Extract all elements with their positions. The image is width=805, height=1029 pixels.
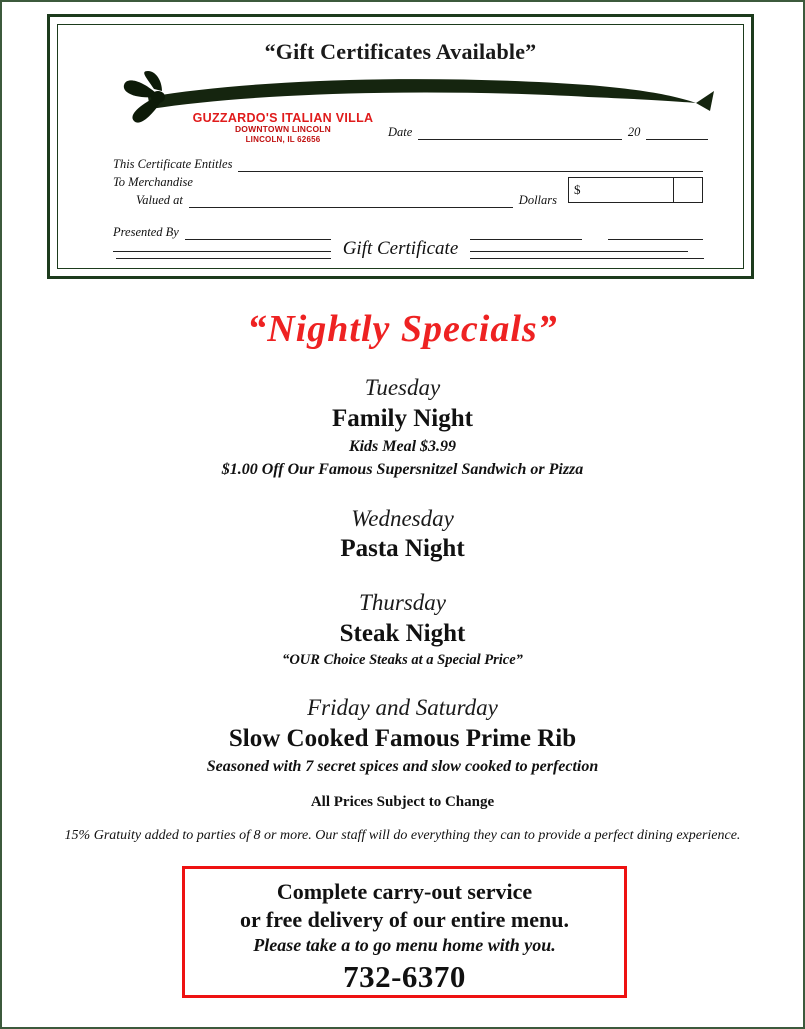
special-day: Friday and Saturday: [307, 695, 498, 721]
carryout-line-1: Complete carry-out service: [276, 879, 533, 904]
special-item: [2, 589, 803, 671]
gift-certificate-title: “Gift Certificates Available”: [264, 39, 537, 64]
special-name: Steak Night: [339, 619, 466, 647]
carryout-line-3: Please take a to go menu home with you.: [253, 935, 556, 955]
special-name: Pasta Night: [340, 535, 465, 563]
special-detail: Seasoned with 7 secret spices and slow cooked to perfection: [206, 758, 599, 776]
gift-certificate-footer: [58, 238, 743, 260]
dollars-label: Dollars: [518, 193, 557, 207]
menu-notes: [2, 794, 803, 844]
price-change-notice: All Prices Subject to Change: [310, 794, 495, 810]
date-label: Date: [388, 125, 413, 139]
restaurant-brand: [158, 111, 408, 144]
date-write-line[interactable]: [418, 138, 622, 140]
date-row: [388, 125, 708, 140]
cents-divider: [673, 178, 674, 202]
gift-certificate-footer-text: Gift Certificate: [331, 238, 471, 259]
dollar-sign: $: [574, 182, 581, 197]
special-item: [2, 505, 803, 566]
gift-certificate-inner-frame: [57, 24, 744, 269]
special-day: Wednesday: [351, 505, 454, 531]
valued-at-write-line[interactable]: [189, 206, 513, 208]
carryout-callout-box: [182, 866, 627, 998]
brand-address-line: LINCOLN, IL 62656: [245, 135, 321, 145]
special-item: [2, 694, 803, 778]
nightly-specials-heading: “Nightly Specials”: [247, 308, 558, 350]
carryout-line-2: or free delivery of our entire menu.: [240, 906, 569, 932]
gratuity-notice: 15% Gratuity added to parties of 8 or more. Our staff will do everything they can to provide a perfect dining experience.: [64, 828, 741, 843]
special-day: Tuesday: [364, 375, 441, 400]
special-item: [2, 374, 803, 482]
special-detail: Kids Meal $3.99: [348, 438, 457, 456]
entitles-write-line[interactable]: [238, 170, 703, 172]
presented-by-label: Presented By: [113, 225, 179, 239]
gift-certificate: [47, 14, 754, 279]
brand-city-line: DOWNTOWN LINCOLN: [234, 124, 332, 135]
entitles-label: This Certificate Entitles: [113, 157, 233, 171]
special-day: Thursday: [359, 589, 446, 615]
brand-name: GUZZARDO'S ITALIAN VILLA: [192, 111, 374, 125]
entitles-row: [113, 157, 703, 172]
year-prefix-label: 20: [627, 125, 641, 139]
special-name: Slow Cooked Famous Prime Rib: [228, 724, 577, 752]
valued-at-label: Valued at: [136, 193, 183, 207]
nightly-specials-list: [2, 374, 803, 796]
special-detail: “OUR Choice Steaks at a Special Price”: [282, 652, 523, 669]
merchandise-label: To Merchandise: [113, 175, 193, 189]
special-name: Family Night: [332, 404, 473, 432]
year-write-line[interactable]: [646, 138, 708, 140]
carryout-phone-number[interactable]: 732-6370: [343, 959, 466, 994]
amount-box[interactable]: [568, 177, 703, 203]
special-detail: $1.00 Off Our Famous Supersnitzel Sandwich or Pizza: [221, 461, 584, 479]
